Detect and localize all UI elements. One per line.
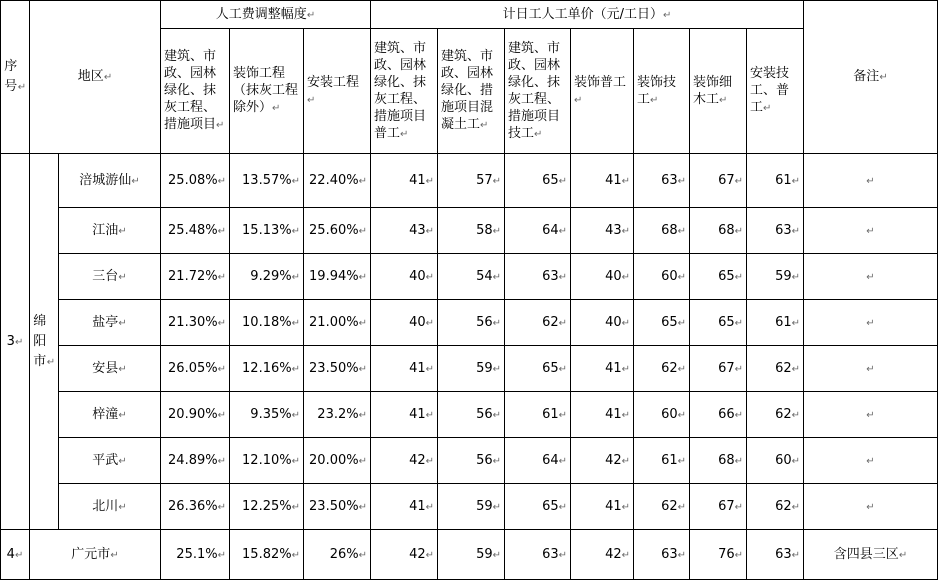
price-cell: 58↵ — [438, 208, 505, 254]
price-cell: 41↵ — [371, 392, 438, 438]
region-cell: 盐亭↵ — [59, 300, 161, 346]
table-row — [1, 438, 938, 484]
price-cell: 63↵ — [634, 154, 690, 208]
price-cell: 68↵ — [634, 208, 690, 254]
adjust-cell: 21.72%↵ — [161, 254, 230, 300]
price-cell: 66↵ — [690, 392, 747, 438]
price-cell: 62↵ — [747, 346, 804, 392]
adjust-cell: 12.10%↵ — [230, 438, 304, 484]
price-col-header: 装饰技工↵ — [634, 29, 690, 154]
adjust-cell: 15.13%↵ — [230, 208, 304, 254]
price-cell: 56↵ — [438, 438, 505, 484]
adjust-cell: 20.90%↵ — [161, 392, 230, 438]
seq-cell: 4↵ — [1, 530, 30, 580]
adjust-cell: 20.00%↵ — [304, 438, 371, 484]
table-row — [1, 154, 938, 208]
price-cell: 67↵ — [690, 484, 747, 530]
adjust-group-header: 人工费调整幅度 — [215, 6, 307, 22]
note-header: 备注 — [853, 69, 880, 84]
table-row — [1, 530, 938, 580]
table-row — [1, 300, 938, 346]
price-group-header-cell: 计日工人工单价（元/工日）↵ — [371, 1, 804, 29]
price-cell: 64↵ — [505, 208, 571, 254]
price-cell: 59↵ — [438, 530, 505, 580]
price-col-header: 建筑、市政、园林绿化、措施项目混凝土工↵ — [438, 29, 505, 154]
price-col-header: 建筑、市政、园林绿化、抹灰工程、措施项目技工↵ — [505, 29, 571, 154]
seq-header: 序号 — [4, 59, 18, 94]
price-col-header: 安装技工、普工↵ — [747, 29, 804, 154]
note-cell: ↵ — [804, 254, 938, 300]
price-cell: 60↵ — [634, 392, 690, 438]
price-cell: 41↵ — [371, 484, 438, 530]
note-cell: ↵ — [804, 438, 938, 484]
adjust-cell: 25.60%↵ — [304, 208, 371, 254]
price-cell: 62↵ — [747, 484, 804, 530]
region-cell: 北川↵ — [59, 484, 161, 530]
adjust-cell: 26%↵ — [304, 530, 371, 580]
price-cell: 42↵ — [371, 530, 438, 580]
price-cell: 56↵ — [438, 392, 505, 438]
price-cell: 64↵ — [505, 438, 571, 484]
adjust-cell: 25.1%↵ — [161, 530, 230, 580]
price-cell: 42↵ — [571, 530, 634, 580]
adjust-cell: 23.50%↵ — [304, 346, 371, 392]
price-cell: 65↵ — [690, 300, 747, 346]
table-row — [1, 484, 938, 530]
note-cell: ↵ — [804, 392, 938, 438]
price-cell: 63↵ — [747, 208, 804, 254]
adjust-cell: 21.00%↵ — [304, 300, 371, 346]
price-cell: 63↵ — [634, 530, 690, 580]
table-row — [1, 392, 938, 438]
price-cell: 41↵ — [571, 392, 634, 438]
price-cell: 67↵ — [690, 346, 747, 392]
price-cell: 61↵ — [747, 154, 804, 208]
price-cell: 76↵ — [690, 530, 747, 580]
note-cell: ↵ — [804, 208, 938, 254]
region-cell: 江油↵ — [59, 208, 161, 254]
note-cell: ↵ — [804, 154, 938, 208]
note-header-cell: 备注↵ — [804, 1, 938, 154]
price-cell: 65↵ — [634, 300, 690, 346]
price-cell: 40↵ — [371, 300, 438, 346]
price-cell: 60↵ — [747, 438, 804, 484]
price-cell: 67↵ — [690, 154, 747, 208]
adjust-cell: 25.48%↵ — [161, 208, 230, 254]
price-cell: 62↵ — [634, 346, 690, 392]
adjust-col-header: 建筑、市政、园林绿化、抹灰工程、措施项目↵ — [161, 29, 230, 154]
price-cell: 56↵ — [438, 300, 505, 346]
adjust-group-header-cell: 人工费调整幅度↵ — [161, 1, 371, 29]
price-cell: 63↵ — [505, 530, 571, 580]
price-cell: 61↵ — [505, 392, 571, 438]
note-cell: ↵ — [804, 300, 938, 346]
price-cell: 61↵ — [747, 300, 804, 346]
region-cell: 涪城游仙↵ — [59, 154, 161, 208]
adjust-cell: 21.30%↵ — [161, 300, 230, 346]
price-cell: 54↵ — [438, 254, 505, 300]
city-cell: 绵阳市↵ — [30, 154, 59, 530]
price-cell: 65↵ — [690, 254, 747, 300]
adjust-cell: 12.16%↵ — [230, 346, 304, 392]
note-cell: 含四县三区↵ — [804, 530, 938, 580]
price-cell: 59↵ — [438, 484, 505, 530]
price-cell: 61↵ — [634, 438, 690, 484]
adjust-cell: 24.89%↵ — [161, 438, 230, 484]
adjust-col-header: 安装工程↵ — [304, 29, 371, 154]
price-cell: 41↵ — [571, 154, 634, 208]
price-cell: 60↵ — [634, 254, 690, 300]
price-cell: 68↵ — [690, 438, 747, 484]
price-cell: 63↵ — [505, 254, 571, 300]
table-row — [1, 254, 938, 300]
note-cell: ↵ — [804, 484, 938, 530]
price-cell: 41↵ — [371, 346, 438, 392]
adjust-cell: 9.29%↵ — [230, 254, 304, 300]
price-cell: 62↵ — [505, 300, 571, 346]
region-cell: 梓潼↵ — [59, 392, 161, 438]
note-cell: ↵ — [804, 346, 938, 392]
price-cell: 65↵ — [505, 154, 571, 208]
price-col-header: 装饰细木工↵ — [690, 29, 747, 154]
table-row — [1, 346, 938, 392]
price-cell: 41↵ — [571, 484, 634, 530]
price-cell: 42↵ — [371, 438, 438, 484]
adjust-cell: 9.35%↵ — [230, 392, 304, 438]
table-row — [1, 208, 938, 254]
price-cell: 59↵ — [747, 254, 804, 300]
seq-header-cell: 序号↵ — [1, 1, 30, 154]
price-cell: 59↵ — [438, 346, 505, 392]
price-col-header: 装饰普工↵ — [571, 29, 634, 154]
price-col-header: 建筑、市政、园林绿化、抹灰工程、措施项目普工↵ — [371, 29, 438, 154]
price-cell: 41↵ — [571, 346, 634, 392]
region-header: 地区 — [77, 69, 104, 84]
adjust-cell: 26.36%↵ — [161, 484, 230, 530]
price-cell: 43↵ — [571, 208, 634, 254]
price-cell: 62↵ — [634, 484, 690, 530]
region-header-cell: 地区↵ — [30, 1, 161, 154]
adjust-cell: 26.05%↵ — [161, 346, 230, 392]
region-cell: 广元市↵ — [30, 530, 161, 580]
price-cell: 65↵ — [505, 484, 571, 530]
adjust-cell: 12.25%↵ — [230, 484, 304, 530]
price-group-header: 计日工人工单价（元/工日） — [502, 6, 663, 22]
price-cell: 40↵ — [571, 300, 634, 346]
price-cell: 57↵ — [438, 154, 505, 208]
seq-cell: 3↵ — [1, 154, 30, 530]
price-cell: 40↵ — [371, 254, 438, 300]
price-cell: 68↵ — [690, 208, 747, 254]
price-cell: 42↵ — [571, 438, 634, 484]
adjust-cell: 10.18%↵ — [230, 300, 304, 346]
price-cell: 65↵ — [505, 346, 571, 392]
price-cell: 41↵ — [371, 154, 438, 208]
adjust-col-header: 装饰工程（抹灰工程除外）↵ — [230, 29, 304, 154]
adjust-cell: 25.08%↵ — [161, 154, 230, 208]
price-cell: 43↵ — [371, 208, 438, 254]
adjust-cell: 19.94%↵ — [304, 254, 371, 300]
adjust-cell: 23.2%↵ — [304, 392, 371, 438]
region-cell: 安县↵ — [59, 346, 161, 392]
region-cell: 三台↵ — [59, 254, 161, 300]
region-cell: 平武↵ — [59, 438, 161, 484]
adjust-cell: 15.82%↵ — [230, 530, 304, 580]
price-cell: 63↵ — [747, 530, 804, 580]
header-row-groups — [1, 1, 938, 29]
price-cell: 40↵ — [571, 254, 634, 300]
price-cell: 62↵ — [747, 392, 804, 438]
adjust-cell: 23.50%↵ — [304, 484, 371, 530]
adjust-cell: 13.57%↵ — [230, 154, 304, 208]
adjust-cell: 22.40%↵ — [304, 154, 371, 208]
